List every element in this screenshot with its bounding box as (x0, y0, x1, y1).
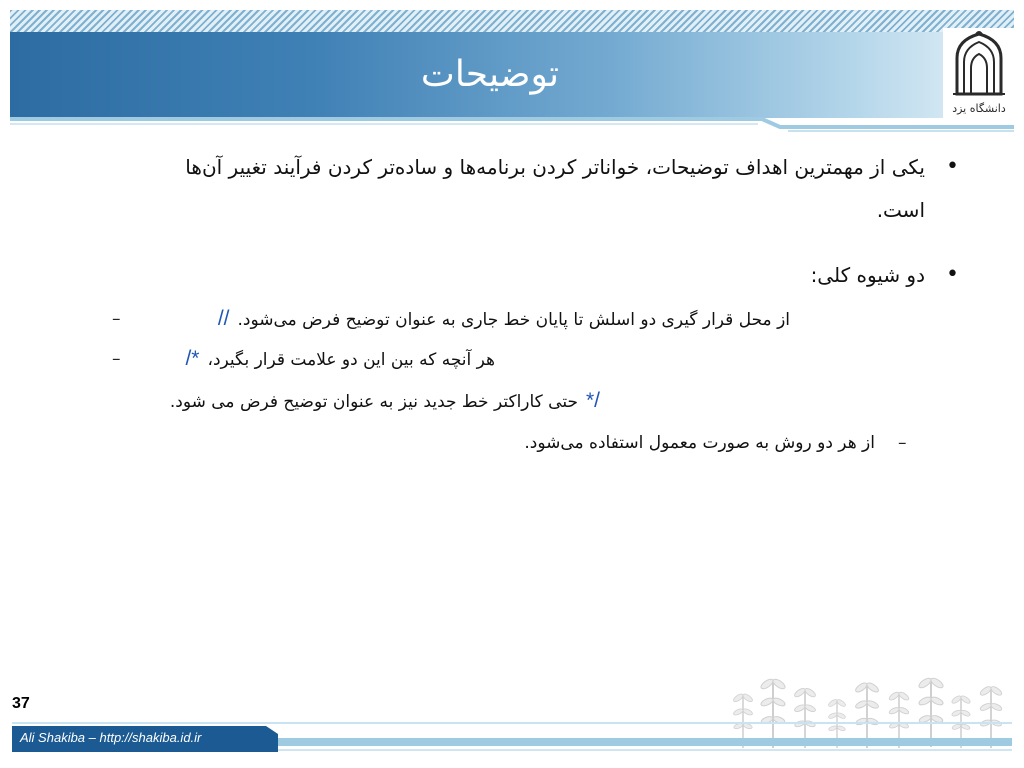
bullet-dot: • (946, 262, 959, 287)
logo-text: دانشگاه یزد (952, 102, 1006, 115)
header-stripe-band (10, 10, 1014, 32)
comment-marker: /* (185, 347, 200, 370)
slide-title: توضیحات (420, 54, 560, 95)
bullet-dot: • (946, 154, 959, 179)
header-underline (10, 115, 1014, 135)
bullet-text-line: یکی از مهمترین اهداف توضیحات، خواناتر کردن برنامه‌ها و ساده‌تر کردن فرآیند تغییر آن‌ها (185, 155, 925, 179)
bullet-text-line: دو شیوه کلی: (810, 263, 925, 287)
sub-item-continuation (170, 388, 600, 415)
sub-item-text: هر آنچه که بین این دو علامت قرار بگیرد، (207, 350, 495, 370)
sub-item-dash: – (112, 349, 121, 369)
bullet-text-line: است. (876, 198, 925, 222)
sub-item (218, 306, 790, 333)
sub-item (185, 346, 495, 373)
footer-credit: Ali Shakiba – http://shakiba.id.ir (20, 730, 202, 745)
sub-item-text: از محل قرار گیری دو اسلش تا پایان خط جاری به عنوان توضیح فرض می‌شود. (237, 310, 790, 330)
page-number: 37 (12, 695, 30, 712)
sub-item-dash: – (112, 309, 121, 329)
sub-item-text: حتی کاراکتر خط جدید نیز به عنوان توضیح فرض می شود. (169, 392, 578, 412)
university-logo (943, 28, 1015, 122)
comment-marker: */ (585, 389, 600, 412)
sub-item (524, 430, 875, 456)
sub-item-dash: – (898, 433, 907, 453)
comment-marker: // (217, 307, 230, 330)
university-emblem-icon (943, 28, 1015, 122)
sub-item-text: از هر دو روش به صورت معمول استفاده می‌شود. (524, 433, 875, 453)
